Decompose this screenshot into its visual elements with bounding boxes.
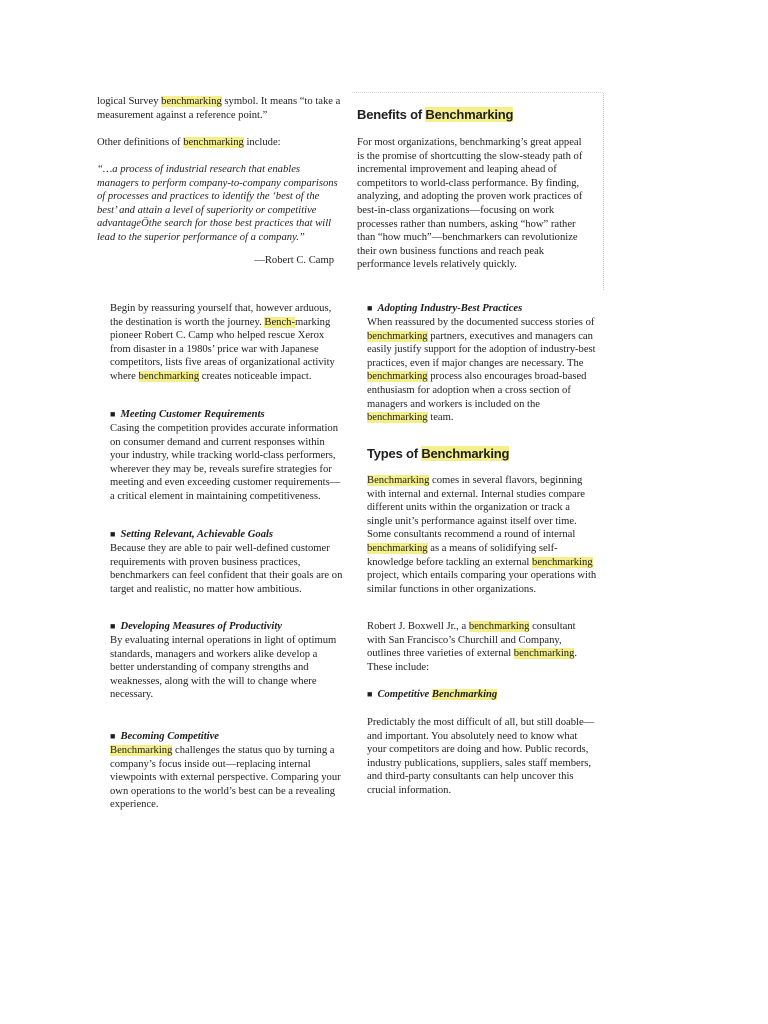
highlighted-term: benchmarking: [183, 137, 244, 148]
highlighted-term: benchmarking: [367, 330, 428, 342]
highlighted-term: benchmarking: [367, 371, 428, 383]
highlighted-term: benchmarking: [468, 621, 530, 632]
five-areas-intro: Begin by reassuring yourself that, however arduous, the destination is worth the journey. Bench-marking pioneer Robert C. Camp who helped rescue Xerox from disaster in a 1980s’ price war with Japanese competitors, lists five areas of organizational activity where benchmarking creates noticeable impact.: [110, 303, 335, 382]
quote-attribution: —Robert C. Camp: [254, 255, 334, 266]
types-paragraph: Benchmarking comes in several flavors, beginning with internal and external. Internal studies compare different units within the organization or track a single unit’s performance against itself over time. Some consultants recommend a round of internal benchmarking as a means of solidifying self-knowledge before tackling an external benchmarking project, which entails comparing your operations with similar functions in other organizations.: [367, 475, 597, 595]
square-bullet-icon: ■: [367, 689, 373, 699]
square-bullet-icon: ■: [367, 303, 373, 313]
highlighted-term: benchmarking: [138, 370, 200, 382]
highlighted-term: Benchmarking: [110, 745, 173, 756]
section-paragraph: By evaluating internal operations in light of optimum standards, managers and workers alike develop a better understanding of company strengths and weaknesses, along with the will to change where necessary.: [110, 635, 337, 701]
highlighted-term: benchmarking: [161, 96, 222, 107]
benefits-paragraph: For most organizations, benchmarking’s great appeal is the promise of shortcutting the slow-steady path of incremental improvement and leaping ahead of competitors to world-class performance. By finding, analyzing, and adopting the proven work practices of best-in-class organizations—focusing on work processes rather than numbers, asking “how” rather than “how much”—benchmarkers can revolutionize their own business functions and reach peak performance levels relatively quickly.: [357, 137, 583, 271]
highlighted-term: benchmarking: [513, 648, 575, 660]
section-heading: ■ Developing Measures of Productivity: [110, 621, 282, 632]
other-definitions-line: Other definitions of benchmarking include:: [97, 137, 281, 148]
section-heading: ■ Becoming Competitive: [110, 731, 220, 742]
section-paragraph: Because they are able to pair well-defined customer requirements with proven business practices, benchmarkers can feel confident that their goals are on target and realistic, no matter how ambitious.: [110, 543, 343, 595]
sidebar-top-rule: [352, 92, 603, 93]
section-paragraph: Casing the competition provides accurate information on consumer demand and current responses within your industry, while tracking world-class performers, wherever they may be, reveals surefire strategies for meeting and even exceeding customer requirements—a critical element in maintaining competitiveness.: [110, 423, 341, 502]
boxwell-paragraph: Robert J. Boxwell Jr., a benchmarking consultant with San Francisco’s Churchill and Company, outlines three varieties of external benchmarking. These include:: [367, 621, 578, 673]
benefits-heading: Benefits of Benchmarking: [357, 107, 514, 122]
highlighted-term: Benchmarking: [431, 689, 498, 700]
camp-quote: “…a process of industrial research that enables managers to perform company-to-company comparisons of processes and practices to identify the ‘best of the best’ and attain a level of superiority or competitive advantageÖthe search for those best practices that will lead to the superior performance of a company.”: [97, 164, 338, 243]
section-heading: ■ Competitive Benchmarking: [367, 689, 498, 700]
square-bullet-icon: ■: [110, 621, 116, 631]
highlighted-term: Bench-: [264, 316, 295, 328]
section-heading: ■ Meeting Customer Requirements: [110, 409, 265, 420]
section-heading: ■ Setting Relevant, Achievable Goals: [110, 529, 274, 540]
competitive-paragraph: Predictably the most difficult of all, but still doable—and important. You absolutely need to know what your competitors are doing and how. Public records, industry publications, suppliers, sales staff members, and third-party consultants can help uncover this crucial information.: [367, 717, 595, 796]
intro-paragraph: logical Survey benchmarking symbol. It means “to take a measurement against a reference point.”: [97, 96, 341, 121]
square-bullet-icon: ■: [110, 529, 116, 539]
highlighted-term: benchmarking: [367, 542, 428, 554]
square-bullet-icon: ■: [110, 731, 116, 741]
highlighted-term: benchmarking: [367, 412, 428, 424]
section-paragraph: Benchmarking challenges the status quo by turning a company’s focus inside out—replacing internal viewpoints with external perspective. Comparing your own operations to the world’s best can be a revealing experience.: [110, 745, 341, 811]
highlighted-term: Benchmarking: [367, 475, 430, 486]
highlighted-term: Benchmarking: [421, 446, 510, 461]
types-heading: Types of Benchmarking: [367, 446, 510, 461]
adopting-paragraph: When reassured by the documented success stories of benchmarking partners, executives and managers can easily justify support for the adoption of industry-best practices, even if major changes are necessary. The benchmarking process also encourages broad-based enthusiasm for adoption when a cross section of managers and workers is included on the benchmarking team.: [367, 317, 596, 424]
square-bullet-icon: ■: [110, 409, 116, 419]
highlighted-term: benchmarking: [532, 556, 593, 568]
sidebar-edge-rule: [603, 93, 604, 290]
section-heading: ■ Adopting Industry-Best Practices: [367, 303, 523, 314]
highlighted-term: Benchmarking: [425, 107, 514, 122]
